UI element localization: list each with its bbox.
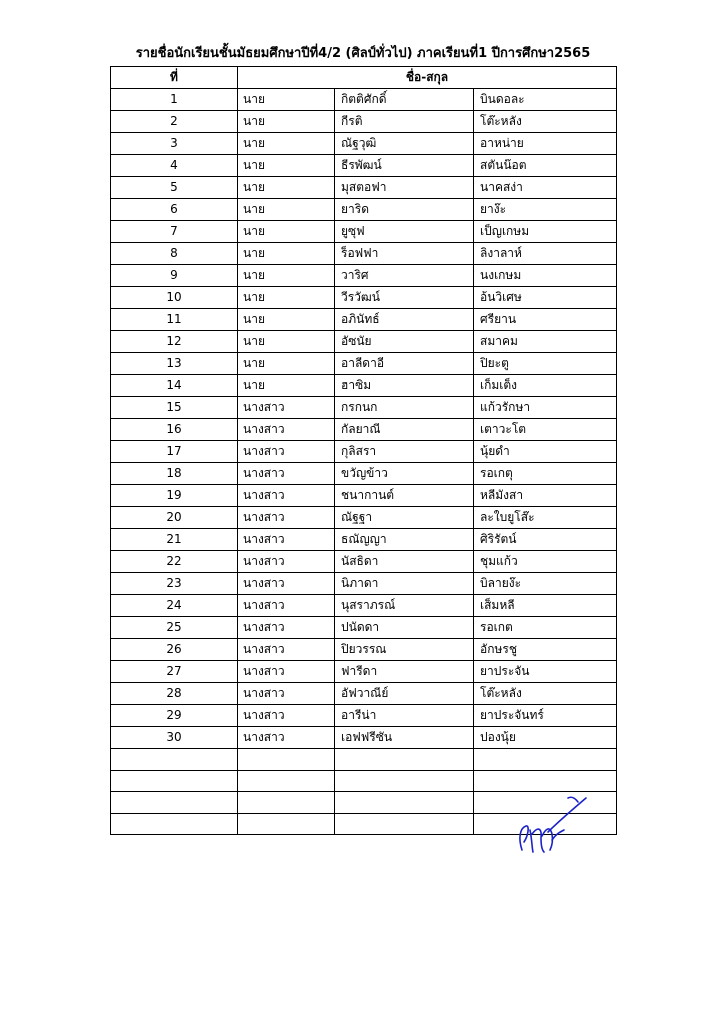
name-prefix: นาย [238, 177, 335, 199]
first-name: ณัฐวุฒิ [335, 133, 474, 155]
signature-icon [508, 790, 592, 854]
last-name: ยาประจันทร์ [474, 705, 617, 727]
last-name: แก้วรักษา [474, 397, 617, 419]
name-prefix: นาย [238, 221, 335, 243]
first-name: นัสธิดา [335, 551, 474, 573]
row-number: 3 [111, 133, 238, 155]
row-number: 15 [111, 397, 238, 419]
empty-table-row [111, 770, 617, 792]
last-name: รอเกต [474, 617, 617, 639]
empty-cell [111, 749, 238, 771]
empty-cell [238, 813, 335, 835]
table-row [111, 309, 617, 331]
row-number: 12 [111, 331, 238, 353]
first-name: ร็อฟฟา [335, 243, 474, 265]
name-prefix: นางสาว [238, 419, 335, 441]
first-name: วีรวัฒน์ [335, 287, 474, 309]
last-name: นาคสง่า [474, 177, 617, 199]
table-row [111, 111, 617, 133]
last-name: เก็มเต็ง [474, 375, 617, 397]
name-prefix: นางสาว [238, 485, 335, 507]
last-name: ปิยะตู [474, 353, 617, 375]
empty-cell [474, 749, 617, 771]
name-prefix: นาย [238, 199, 335, 221]
last-name: นุ้ยดำ [474, 441, 617, 463]
row-number: 7 [111, 221, 238, 243]
empty-cell [111, 792, 238, 814]
first-name: วาริศ [335, 265, 474, 287]
table-row [111, 507, 617, 529]
row-number: 16 [111, 419, 238, 441]
name-prefix: นางสาว [238, 639, 335, 661]
table-row [111, 639, 617, 661]
table-row [111, 463, 617, 485]
row-number: 24 [111, 595, 238, 617]
row-number: 28 [111, 683, 238, 705]
name-prefix: นางสาว [238, 507, 335, 529]
document-title: รายชื่อนักเรียนชั้นมัธยมศึกษาปีที่4/2 (ศิลป์ทั่วไป) ภาคเรียนที่1 ปีการศึกษา2565 [135, 46, 591, 61]
table-row [111, 661, 617, 683]
empty-table-row [111, 749, 617, 771]
empty-cell [111, 770, 238, 792]
table-row [111, 221, 617, 243]
row-number: 5 [111, 177, 238, 199]
last-name: นงเกษม [474, 265, 617, 287]
table-row [111, 243, 617, 265]
last-name: รอเกตุ [474, 463, 617, 485]
row-number: 10 [111, 287, 238, 309]
name-prefix: นางสาว [238, 683, 335, 705]
row-number: 20 [111, 507, 238, 529]
last-name: อักษรชู [474, 639, 617, 661]
name-prefix: นาย [238, 133, 335, 155]
first-name: อาลีดาอี [335, 353, 474, 375]
last-name: หลีมังสา [474, 485, 617, 507]
first-name: อารีน่า [335, 705, 474, 727]
last-name: โต๊ะหลัง [474, 683, 617, 705]
last-name: ยาประจัน [474, 661, 617, 683]
name-prefix: นาย [238, 353, 335, 375]
last-name: เป็ญเกษม [474, 221, 617, 243]
table-body [111, 89, 617, 835]
name-prefix: นางสาว [238, 573, 335, 595]
first-name: ยาริด [335, 199, 474, 221]
table-row [111, 89, 617, 111]
name-prefix: นาย [238, 309, 335, 331]
last-name: โต๊ะหลัง [474, 111, 617, 133]
row-number: 21 [111, 529, 238, 551]
row-number: 9 [111, 265, 238, 287]
first-name: ชนากานต์ [335, 485, 474, 507]
first-name: ยูซุฟ [335, 221, 474, 243]
first-name: กีรติ [335, 111, 474, 133]
row-number: 1 [111, 89, 238, 111]
first-name: ขวัญข้าว [335, 463, 474, 485]
first-name: กรกนก [335, 397, 474, 419]
empty-cell [238, 770, 335, 792]
name-prefix: นางสาว [238, 551, 335, 573]
table-row [111, 155, 617, 177]
empty-cell [335, 813, 474, 835]
last-name: ศิริรัตน์ [474, 529, 617, 551]
name-prefix: นาย [238, 89, 335, 111]
name-prefix: นาย [238, 331, 335, 353]
name-prefix: นางสาว [238, 617, 335, 639]
last-name: เส็มหลี [474, 595, 617, 617]
table-row [111, 133, 617, 155]
last-name: สมาคม [474, 331, 617, 353]
last-name: อาหน่าย [474, 133, 617, 155]
first-name: ฟารีดา [335, 661, 474, 683]
empty-cell [335, 770, 474, 792]
last-name: บินดอละ [474, 89, 617, 111]
last-name: เตาวะโต [474, 419, 617, 441]
table-row [111, 441, 617, 463]
name-prefix: นาย [238, 155, 335, 177]
header-number: ที่ [111, 67, 238, 89]
empty-cell [111, 813, 238, 835]
empty-cell [238, 749, 335, 771]
first-name: ปิยวรรณ [335, 639, 474, 661]
row-number: 23 [111, 573, 238, 595]
first-name: กิตติศักดิ์ [335, 89, 474, 111]
name-prefix: นางสาว [238, 595, 335, 617]
last-name: ชุมแก้ว [474, 551, 617, 573]
name-prefix: นางสาว [238, 529, 335, 551]
last-name: ยาง๊ะ [474, 199, 617, 221]
table-row [111, 595, 617, 617]
row-number: 2 [111, 111, 238, 133]
row-number: 19 [111, 485, 238, 507]
table-row [111, 705, 617, 727]
name-prefix: นาย [238, 265, 335, 287]
last-name: บิลายง๊ะ [474, 573, 617, 595]
table-header-row [111, 67, 617, 89]
last-name: ลิงาลาห์ [474, 243, 617, 265]
name-prefix: นาย [238, 243, 335, 265]
table-row [111, 353, 617, 375]
table-row [111, 287, 617, 309]
name-prefix: นาย [238, 287, 335, 309]
name-prefix: นางสาว [238, 463, 335, 485]
row-number: 18 [111, 463, 238, 485]
first-name: อัฟวาณีย์ [335, 683, 474, 705]
table-row [111, 375, 617, 397]
last-name: สตันน๊อต [474, 155, 617, 177]
table-row [111, 485, 617, 507]
row-number: 30 [111, 727, 238, 749]
row-number: 4 [111, 155, 238, 177]
row-number: 26 [111, 639, 238, 661]
row-number: 27 [111, 661, 238, 683]
first-name: ปนัดดา [335, 617, 474, 639]
first-name: เอฟฟรีซัน [335, 727, 474, 749]
table-row [111, 397, 617, 419]
empty-cell [335, 792, 474, 814]
first-name: นุสราภรณ์ [335, 595, 474, 617]
row-number: 14 [111, 375, 238, 397]
table-row [111, 551, 617, 573]
name-prefix: นาย [238, 111, 335, 133]
row-number: 29 [111, 705, 238, 727]
row-number: 22 [111, 551, 238, 573]
empty-cell [238, 792, 335, 814]
row-number: 8 [111, 243, 238, 265]
last-name: ปองนุ้ย [474, 727, 617, 749]
table-row [111, 727, 617, 749]
row-number: 6 [111, 199, 238, 221]
table-row [111, 419, 617, 441]
table-row [111, 617, 617, 639]
empty-cell [335, 749, 474, 771]
table-row [111, 573, 617, 595]
last-name: อ้นวิเศษ [474, 287, 617, 309]
row-number: 11 [111, 309, 238, 331]
first-name: ฮาซิม [335, 375, 474, 397]
first-name: มุสตอฟา [335, 177, 474, 199]
first-name: นิภาดา [335, 573, 474, 595]
row-number: 13 [111, 353, 238, 375]
name-prefix: นาย [238, 375, 335, 397]
row-number: 25 [111, 617, 238, 639]
table-row [111, 199, 617, 221]
first-name: อัซนัย [335, 331, 474, 353]
name-prefix: นางสาว [238, 397, 335, 419]
student-roster-table [110, 66, 617, 835]
first-name: กัลยาณี [335, 419, 474, 441]
first-name: ธณัญญา [335, 529, 474, 551]
first-name: อภินัทธ์ [335, 309, 474, 331]
name-prefix: นางสาว [238, 661, 335, 683]
last-name: ละใบยูโส๊ะ [474, 507, 617, 529]
first-name: ธีรพัฒน์ [335, 155, 474, 177]
table-row [111, 331, 617, 353]
name-prefix: นางสาว [238, 705, 335, 727]
name-prefix: นางสาว [238, 441, 335, 463]
table-row [111, 265, 617, 287]
row-number: 17 [111, 441, 238, 463]
table-row [111, 177, 617, 199]
header-full-name: ชื่อ-สกุล [238, 67, 617, 89]
empty-cell [474, 770, 617, 792]
name-prefix: นางสาว [238, 727, 335, 749]
first-name: ณัฐฐา [335, 507, 474, 529]
last-name: ศรียาน [474, 309, 617, 331]
first-name: กุลิสรา [335, 441, 474, 463]
table-row [111, 683, 617, 705]
table-row [111, 529, 617, 551]
